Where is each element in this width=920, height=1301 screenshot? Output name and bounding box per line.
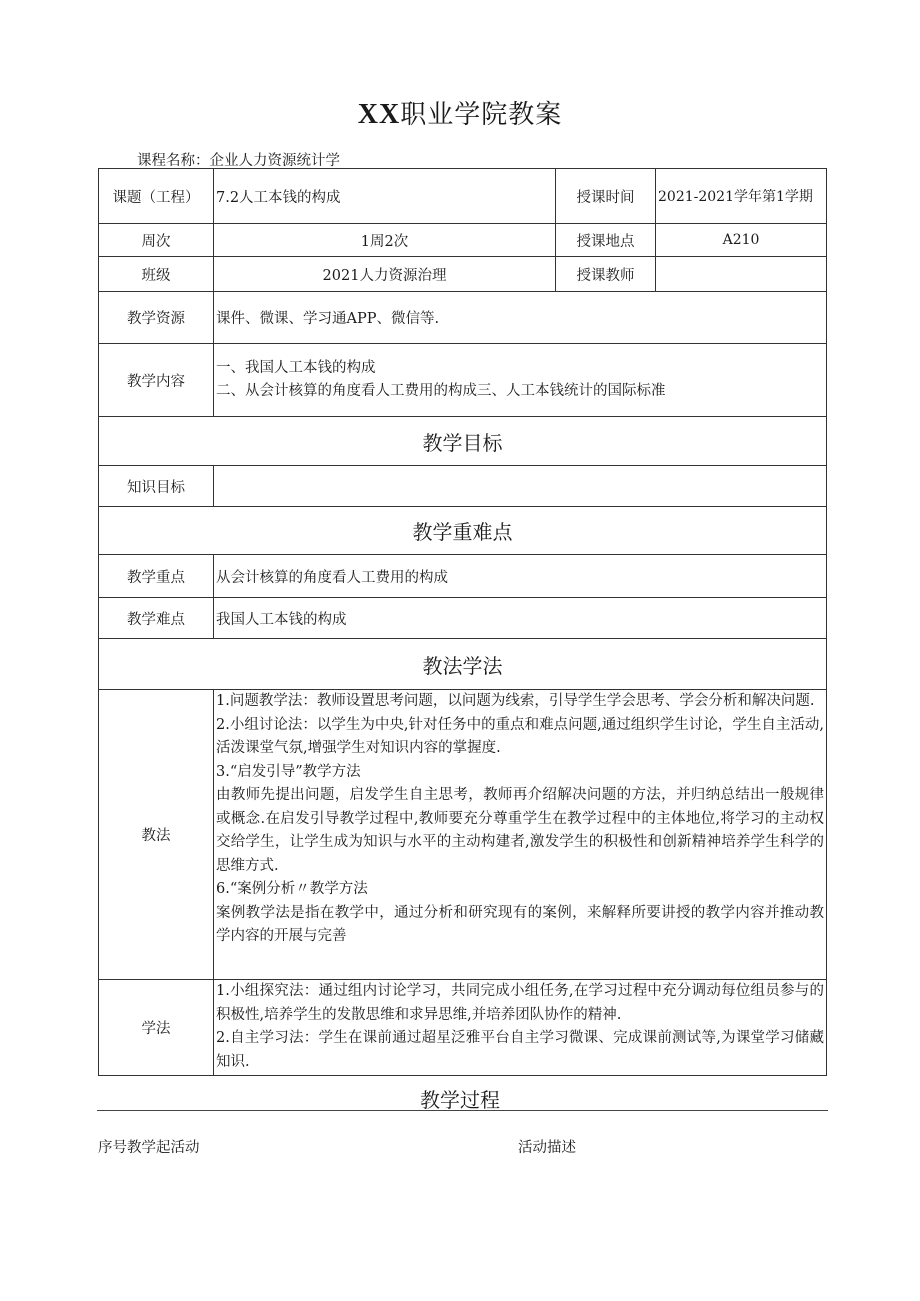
difficult-label: 教学难点 <box>99 598 214 639</box>
school-prefix: XX <box>357 99 401 130</box>
methods-heading: 教法学法 <box>99 639 827 690</box>
content-row <box>99 344 827 417</box>
teaching-method-row <box>99 690 827 980</box>
teaching-paragraph: 由教师先提出问题，启发学生自主思考，教师再介绍解决问题的方法，并归纳总结出一般规律或概念.在启发引导教学过程中,教师要充分尊重学生在教学过程中的主体地位,将学习的主动权交给学生，让学生成为知识与水平的主动构建者,激发学生的积极性和创新精神培养学生科学的思维方式. <box>216 787 824 874</box>
process-heading: 教学过程 <box>420 1088 500 1112</box>
key-value: 从会计核算的角度看人工费用的构成 <box>214 555 827 598</box>
difficult-value: 我国人工本钱的构成 <box>214 598 827 639</box>
lesson-plan-table <box>98 168 827 1076</box>
teaching-paragraph: 6.“案例分析〃教学方法 <box>216 881 368 897</box>
topic-value: 7.2人工本钱的构成 <box>214 169 556 224</box>
knowledge-value <box>214 466 827 507</box>
process-column-sequence: 序号教学起活动 <box>98 1140 200 1156</box>
resources-label: 教学资源 <box>99 292 214 344</box>
course-label: 课程名称： <box>137 153 210 169</box>
topic-row <box>99 169 827 224</box>
key-row <box>99 555 827 598</box>
keypoints-heading-row <box>99 507 827 555</box>
time-label: 授课时间 <box>556 169 656 224</box>
content-line-1: 一、我国人工本钱的构成 <box>216 359 376 376</box>
learning-paragraph: 1.小组探究法：通过组内讨论学习，共同完成小组任务,在学习过程中充分调动每位组员参与的积极性,培养学生的发散思维和求异思维,并培养团队协作的精神. <box>216 983 824 1023</box>
teaching-paragraph: 案例教学法是指在教学中，通过分析和研究现有的案例，来解释所要讲授的教学内容并推动教学内容的开展与完善 <box>216 904 824 944</box>
learning-methods-text <box>216 980 824 1074</box>
learning-method-row <box>99 980 827 1076</box>
process-column-description: 活动描述 <box>518 1140 576 1156</box>
content-value <box>214 344 827 417</box>
class-row <box>99 257 827 292</box>
teaching-label: 教法 <box>99 690 214 980</box>
teacher-value <box>656 257 827 292</box>
objectives-heading-row <box>99 417 827 466</box>
resources-value: 课件、微课、学习通APP、微信等. <box>214 292 827 344</box>
time-value: 2021-2021学年第1学期 <box>656 169 827 224</box>
content-line-2: 二、从会计核算的角度看人工费用的构成三、人工本钱统计的国际标准 <box>216 383 666 399</box>
topic-label: 课题（工程） <box>99 169 214 224</box>
process-divider <box>97 1110 828 1111</box>
objectives-heading: 教学目标 <box>99 417 827 466</box>
teaching-methods-cell <box>214 690 827 980</box>
difficult-row <box>99 598 827 639</box>
key-label: 教学重点 <box>99 555 214 598</box>
document-title <box>0 94 920 131</box>
class-label: 班级 <box>99 257 214 292</box>
knowledge-label: 知识目标 <box>99 466 214 507</box>
content-label: 教学内容 <box>99 344 214 417</box>
teaching-paragraph: 2.小组讨论法：以学生为中央,针对任务中的重点和难点问题,通过组织学生讨论，学生自主活动,活泼课堂气氛,增强学生对知识内容的掌握度. <box>216 716 824 756</box>
week-label: 周次 <box>99 224 214 257</box>
week-value: 1周2次 <box>214 224 556 257</box>
teacher-label: 授课教师 <box>556 257 656 292</box>
course-line <box>137 149 340 170</box>
location-value: A210 <box>656 224 827 257</box>
school-title: 职业学院教案 <box>400 100 563 130</box>
learning-label: 学法 <box>99 980 214 1076</box>
course-name: 企业人力资源统计学 <box>209 153 340 169</box>
methods-heading-row <box>99 639 827 690</box>
class-value: 2021人力资源治理 <box>214 257 556 292</box>
week-row <box>99 224 827 257</box>
teaching-paragraph: 3.“启发引导”教学方法 <box>216 763 361 780</box>
teaching-paragraph: 1.问题教学法：教师设置思考问题，以问题为线索，引导学生学会思考、学会分析和解决问题. <box>216 693 815 709</box>
location-label: 授课地点 <box>556 224 656 257</box>
teaching-methods-text <box>216 690 824 976</box>
learning-methods-cell <box>214 980 827 1076</box>
keypoints-heading: 教学重难点 <box>99 507 827 555</box>
learning-paragraph: 2.自主学习法：学生在课前通过超星泛雅平台自主学习微课、完成课前测试等,为课堂学习储藏知识. <box>216 1030 824 1070</box>
resources-row <box>99 292 827 344</box>
knowledge-row <box>99 466 827 507</box>
